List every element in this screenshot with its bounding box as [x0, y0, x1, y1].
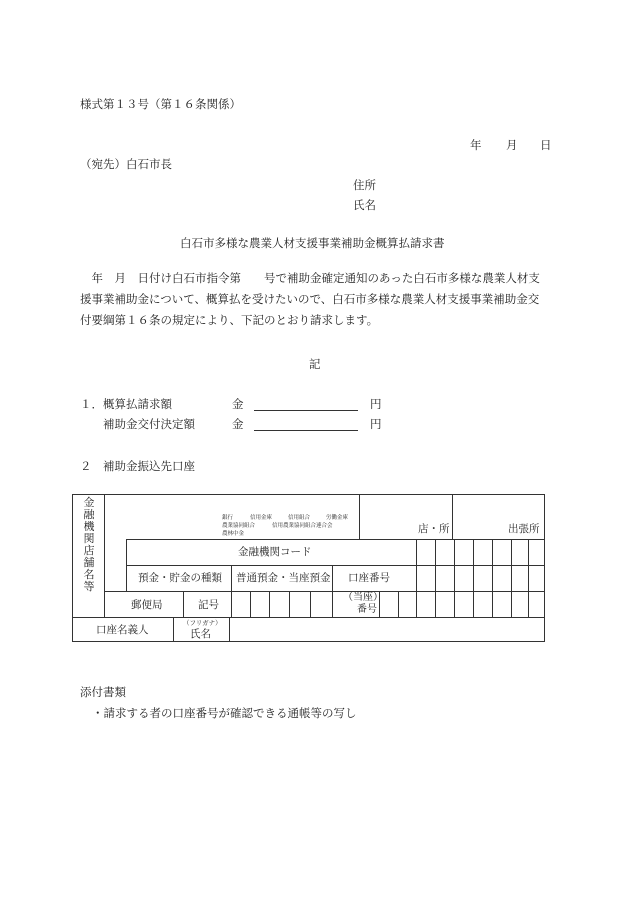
- account-holder-label: 口座名義人: [96, 624, 149, 636]
- branch-label: 店・所: [418, 523, 450, 535]
- body-line: 援事業補助金について、概算払を受けたいので、白石市多様な農業人材支援事業補助金交: [80, 292, 540, 306]
- item1-sub-kin: 金: [232, 417, 244, 431]
- name-label: 氏名: [353, 198, 376, 212]
- item1-kin: 金: [232, 397, 244, 411]
- item1-number: １．: [80, 397, 103, 411]
- touza-label: （当座）: [343, 592, 383, 603]
- bank-side-label: 金融機関店舗名等: [83, 496, 95, 593]
- bank-code-label: 金融機関コード: [238, 546, 312, 558]
- item1-sublabel: 補助金交付決定額: [103, 417, 195, 431]
- bank-type-shinkumi: 信用組合: [288, 515, 311, 521]
- item1-label: 概算払請求額: [103, 397, 172, 411]
- item2-number: ２: [80, 459, 92, 473]
- address-label: 住所: [353, 178, 376, 192]
- ki-heading: 記: [309, 357, 321, 371]
- date-day: 日: [540, 138, 552, 152]
- bank-type-roukin: 労働金庫: [326, 515, 349, 521]
- symbol-label: 記号: [198, 599, 219, 611]
- deposit-type-label: 預金・貯金の種類: [138, 572, 222, 584]
- addressee: （宛先）白石市長: [80, 157, 172, 171]
- body-line: 年 月 日付け白石市指令第 号で補助金確定通知のあった白石市多様な農業人材支: [80, 271, 540, 285]
- bank-type-nokyo: 農業協同組合: [222, 523, 256, 529]
- furigana-label: （フリガナ）: [183, 619, 222, 627]
- deposit-type-options[interactable]: 普通預金・当座預金: [236, 572, 331, 584]
- date-month: 月: [506, 138, 518, 152]
- form-number: 様式第１３号（第１６条関係）: [80, 97, 241, 111]
- bank-type-norinchukin: 農林中金: [222, 531, 245, 537]
- bangou-label: 番号: [357, 604, 377, 615]
- document-title: 白石市多様な農業人材支援事業補助金概算払請求書: [180, 236, 445, 250]
- date-year: 年: [470, 138, 482, 152]
- bank-type-bank: 銀行: [222, 515, 234, 521]
- item1-sub-yen: 円: [370, 417, 382, 431]
- attachment-item: ・請求する者の口座番号が確認できる通帳等の写し: [92, 706, 357, 720]
- body-line: 付要綱第１６条の規定により、下記のとおり請求します。: [80, 313, 379, 327]
- account-number-label: 口座番号: [348, 572, 390, 584]
- sub-branch-label: 出張所: [508, 523, 540, 535]
- post-office-label: 郵便局: [131, 599, 163, 611]
- item1-yen: 円: [370, 397, 382, 411]
- bank-type-shinkin: 信用金庫: [250, 515, 273, 521]
- attachments-title: 添付書類: [80, 685, 126, 699]
- item2-label: 補助金振込先口座: [103, 459, 195, 473]
- bank-type-shinnoren: 信用農業協同組合連合会: [272, 523, 333, 529]
- shimei-label: 氏名: [190, 628, 211, 640]
